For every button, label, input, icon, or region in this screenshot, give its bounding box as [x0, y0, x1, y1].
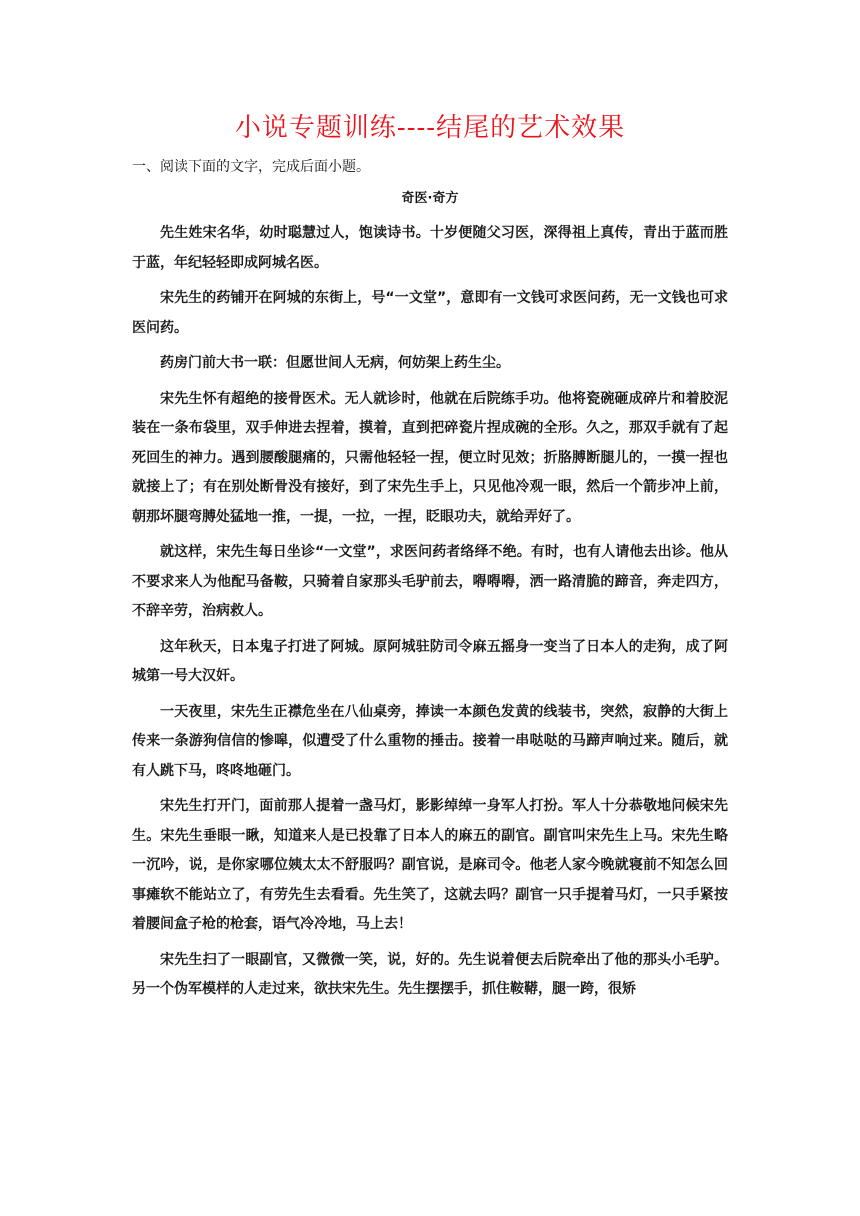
story-body — [132, 219, 728, 1011]
paragraph: 宋先生打开门，面前那人提着一盏马灯，影影绰绰一身军人打扮。军人十分恭敬地问候宋先生。宋先生垂眼一瞅，知道来人是已投靠了日本人的麻五的副官。副官叫宋先生上马。宋先生略一沉吟，说，是你家哪位姨太太不舒服吗？副官说，是麻司令。他老人家今晚就寝前不知怎么回事瘫软不能站立了，有劳先生去看看。先生笑了，这就去吗？副官一只手提着马灯，一只手紧按着腰间盒子枪的枪套，语气冷冷地，马上去！ — [132, 798, 728, 932]
paragraph: 先生姓宋名华，幼时聪慧过人，饱读诗书。十岁便随父习医，深得祖上真传，青出于蓝而胜于蓝，年纪轻轻即成阿城名医。 — [132, 225, 728, 271]
paragraph: 药房门前大书一联：但愿世间人无病，何妨架上药生尘。 — [160, 355, 510, 371]
paragraph: 一天夜里，宋先生正襟危坐在八仙桌旁，捧读一本颜色发黄的线装书，突然，寂静的大街上传来一条游狗信信的惨嗥，似遭受了什么重物的捶击。接着一串哒哒的马蹄声响过来。随后，就有人跳下马，咚咚地砸门。 — [132, 703, 728, 779]
paragraph: 就这样，宋先生每日坐诊“一文堂”，求医问药者络绎不绝。有时，也有人请他去出诊。他从不要求来人为他配马备鞍，只骑着自家那头毛驴前去，嘚嘚嘚，洒一路清脆的蹄音，奔走四方，不辞辛劳，治病救人。 — [132, 544, 728, 619]
story-title: 奇医·奇方 — [401, 191, 459, 206]
paragraph: 这年秋天，日本鬼子打进了阿城。原阿城驻防司令麻五摇身一变当了日本人的走狗，成了阿城第一号大汉奸。 — [132, 638, 728, 684]
paragraph: 宋先生扫了一眼副官，又微微一笑，说，好的。先生说着便去后院牵出了他的那头小毛驴。另一个伪军模样的人走过来，欲扶宋先生。先生摆摆手，抓住鞍鞯，腿一跨，很矫 — [132, 951, 728, 997]
document-title: 小说专题训练----结尾的艺术效果 — [234, 113, 626, 143]
paragraph: 宋先生怀有超绝的接骨医术。无人就诊时，他就在后院练手功。他将瓷碗砸成碎片和着胶泥装在一条布袋里，双手伸进去捏着，摸着，直到把碎瓷片捏成碗的全形。久之，那双手就有了起死回生的神力。遇到腰酸腿痛的，只需他轻轻一捏，便立时见效；折胳膊断腿儿的，一摸一捏也就接上了；有在别处断骨没有接好，到了宋先生手上，只见他冷观一眼，然后一个箭步冲上前，朝那坏腿弯膊处猛地一推，一提，一拉，一捏，眨眼功夫，就给弄好了。 — [132, 390, 728, 525]
paragraph: 宋先生的药铺开在阿城的东街上，号“一文堂”，意即有一文钱可求医问药，无一文钱也可求医问药。 — [132, 290, 728, 336]
section-heading: 一、阅读下面的文字，完成后面小题。 — [132, 159, 370, 175]
